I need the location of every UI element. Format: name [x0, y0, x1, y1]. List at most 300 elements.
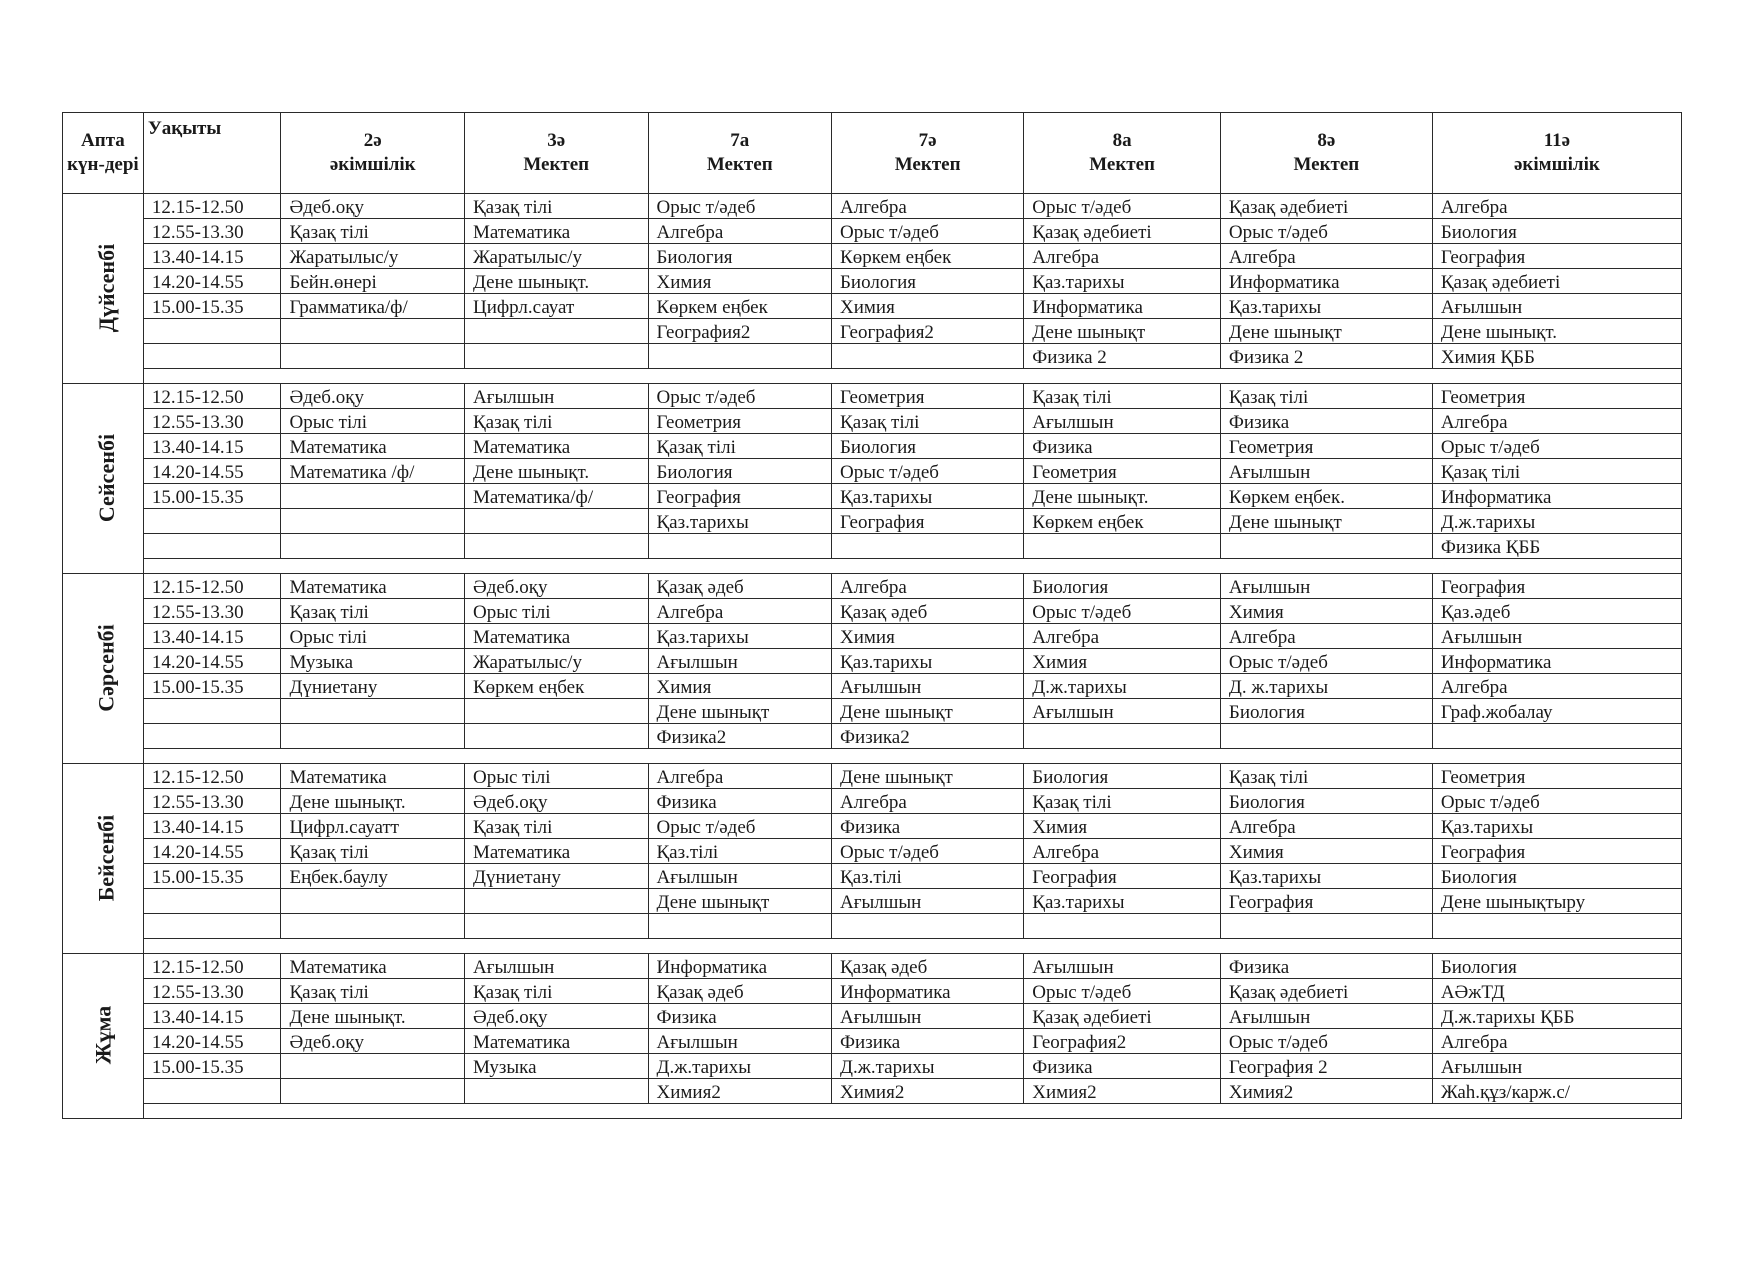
lesson-cell: [1220, 914, 1432, 939]
table-row: [63, 889, 1682, 914]
lesson-cell: Информатика: [1220, 269, 1432, 294]
lesson-cell: Орыс т/әдеб: [1024, 194, 1221, 219]
lesson-cell: [281, 889, 465, 914]
lesson-cell: Алгебра: [832, 789, 1024, 814]
separator-cell: [143, 749, 1681, 764]
lesson-cell: Қазақ тілі: [464, 409, 648, 434]
lesson-cell: [464, 534, 648, 559]
lesson-cell: [281, 724, 465, 749]
lesson-cell: Геометрия: [1220, 434, 1432, 459]
lesson-cell: Орыс тілі: [281, 624, 465, 649]
lesson-cell: Алгебра: [1220, 814, 1432, 839]
lesson-cell: Д.ж.тарихы: [1024, 674, 1221, 699]
lesson-cell: Геометрия: [1432, 384, 1681, 409]
lesson-cell: Дене шынықт: [832, 764, 1024, 789]
time-cell: 12.15-12.50: [143, 954, 281, 979]
table-row: [63, 344, 1682, 369]
lesson-cell: [1220, 724, 1432, 749]
lesson-cell: [464, 724, 648, 749]
lesson-cell: Информатика: [832, 979, 1024, 1004]
lesson-cell: Физика: [832, 1029, 1024, 1054]
lesson-cell: Қазақ тілі: [464, 979, 648, 1004]
table-row: [63, 269, 1682, 294]
lesson-cell: Орыс т/әдеб: [832, 459, 1024, 484]
lesson-cell: География2: [648, 319, 832, 344]
lesson-cell: [1220, 534, 1432, 559]
day-separator-row: [63, 369, 1682, 384]
lesson-cell: Биология: [648, 459, 832, 484]
separator-cell: [143, 939, 1681, 954]
time-cell: 12.55-13.30: [143, 979, 281, 1004]
lesson-cell: [1024, 534, 1221, 559]
lesson-cell: Биология: [1432, 954, 1681, 979]
lesson-cell: Қазақ тілі: [281, 979, 465, 1004]
class-header: 2ә әкімшілік: [281, 113, 465, 194]
day-label: Дүйсенбі: [94, 243, 120, 332]
lesson-cell: Химия: [832, 624, 1024, 649]
lesson-cell: Алгебра: [1024, 244, 1221, 269]
lesson-cell: [648, 344, 832, 369]
lesson-cell: Жаратылыс/у: [281, 244, 465, 269]
lesson-cell: Орыс т/әдеб: [1432, 789, 1681, 814]
lesson-cell: [1024, 914, 1221, 939]
lesson-cell: Ағылшын: [648, 649, 832, 674]
lesson-cell: Қаз.тарихы: [1220, 864, 1432, 889]
time-cell: [143, 319, 281, 344]
lesson-cell: Биология: [832, 434, 1024, 459]
lesson-cell: Физика: [832, 814, 1024, 839]
day-separator-row: [63, 939, 1682, 954]
table-row: [63, 954, 1682, 979]
lesson-cell: Орыс т/әдеб: [648, 814, 832, 839]
lesson-cell: [281, 699, 465, 724]
time-cell: [143, 509, 281, 534]
lesson-cell: Орыс т/әдеб: [832, 219, 1024, 244]
lesson-cell: Орыс т/әдеб: [1432, 434, 1681, 459]
table-row: [63, 839, 1682, 864]
day-label: Сәрсенбі: [93, 623, 119, 712]
time-cell: 13.40-14.15: [143, 244, 281, 269]
time-cell: 12.15-12.50: [143, 194, 281, 219]
lesson-cell: Д.ж.тарихы: [1432, 509, 1681, 534]
lesson-cell: Ағылшын: [832, 1004, 1024, 1029]
table-row: [63, 789, 1682, 814]
day-cell: [63, 194, 144, 384]
lesson-cell: Химия: [1024, 814, 1221, 839]
lesson-cell: Көркем еңбек: [1024, 509, 1221, 534]
lesson-cell: Орыс т/әдеб: [1220, 649, 1432, 674]
table-row: [63, 764, 1682, 789]
lesson-cell: [281, 534, 465, 559]
time-column-header: Уақыты: [143, 113, 281, 194]
lesson-cell: Химия: [832, 294, 1024, 319]
lesson-cell: Қазақ әдеб: [832, 599, 1024, 624]
table-header: [63, 113, 1682, 194]
day-cell: [63, 954, 144, 1119]
lesson-cell: Граф.жобалау: [1432, 699, 1681, 724]
lesson-cell: [281, 509, 465, 534]
lesson-cell: Математика: [464, 839, 648, 864]
class-header: 7а Мектеп: [648, 113, 832, 194]
table-row: [63, 1054, 1682, 1079]
table-row: [63, 484, 1682, 509]
lesson-cell: Әдеб.оқу: [281, 1029, 465, 1054]
lesson-cell: Әдеб.оқу: [464, 1004, 648, 1029]
lesson-cell: Ағылшын: [1024, 954, 1221, 979]
lesson-cell: Физика ҚББ: [1432, 534, 1681, 559]
lesson-cell: Физика: [1220, 954, 1432, 979]
lesson-cell: Жаратылыс/у: [464, 649, 648, 674]
table-row: [63, 674, 1682, 699]
lesson-cell: Алгебра: [1024, 624, 1221, 649]
lesson-cell: Қазақ тілі: [464, 814, 648, 839]
lesson-cell: Еңбек.баулу: [281, 864, 465, 889]
lesson-cell: Химия ҚББ: [1432, 344, 1681, 369]
lesson-cell: Дене шынықтыру: [1432, 889, 1681, 914]
lesson-cell: Физика: [1220, 409, 1432, 434]
time-cell: [143, 889, 281, 914]
lesson-cell: Алгебра: [832, 194, 1024, 219]
lesson-cell: Қаз.тілі: [648, 839, 832, 864]
table-row: [63, 219, 1682, 244]
lesson-cell: Дене шынықт.: [464, 459, 648, 484]
lesson-cell: Дүниетану: [281, 674, 465, 699]
lesson-cell: Қазақ тілі: [1024, 789, 1221, 814]
time-cell: [143, 724, 281, 749]
time-cell: 13.40-14.15: [143, 1004, 281, 1029]
lesson-cell: Математика: [281, 954, 465, 979]
lesson-cell: [464, 699, 648, 724]
lesson-cell: Қаз.тарихы: [648, 624, 832, 649]
table-row: [63, 724, 1682, 749]
table-row: [63, 194, 1682, 219]
lesson-cell: Қаз.тарихы: [1024, 889, 1221, 914]
lesson-cell: Орыс т/әдеб: [832, 839, 1024, 864]
lesson-cell: Геометрия: [1024, 459, 1221, 484]
lesson-cell: Жаратылыс/у: [464, 244, 648, 269]
table-row: [63, 599, 1682, 624]
separator-cell: [143, 1104, 1681, 1119]
lesson-cell: Дене шынықт.: [1432, 319, 1681, 344]
separator-cell: [143, 559, 1681, 574]
lesson-cell: Информатика: [648, 954, 832, 979]
lesson-cell: Химия2: [1220, 1079, 1432, 1104]
lesson-cell: Грамматика/ф/: [281, 294, 465, 319]
lesson-cell: Математика: [281, 764, 465, 789]
day-label: Сейсенбі: [94, 433, 120, 522]
lesson-cell: [1024, 724, 1221, 749]
lesson-cell: Ағылшын: [464, 384, 648, 409]
table-row: [63, 244, 1682, 269]
day-label: Бейсенбі: [93, 814, 119, 901]
lesson-cell: Биология: [1432, 864, 1681, 889]
lesson-cell: География 2: [1220, 1054, 1432, 1079]
time-cell: 15.00-15.35: [143, 864, 281, 889]
lesson-cell: Қазақ әдебиеті: [1432, 269, 1681, 294]
lesson-cell: Қазақ тілі: [1220, 384, 1432, 409]
lesson-cell: География: [1432, 574, 1681, 599]
table-row: [63, 649, 1682, 674]
lesson-cell: Қаз.тарихы: [648, 509, 832, 534]
lesson-cell: Физика 2: [1220, 344, 1432, 369]
time-cell: 13.40-14.15: [143, 624, 281, 649]
time-cell: [143, 914, 281, 939]
lesson-cell: [281, 914, 465, 939]
time-cell: 14.20-14.55: [143, 839, 281, 864]
day-separator-row: [63, 1104, 1682, 1119]
lesson-cell: [464, 1079, 648, 1104]
lesson-cell: Қаз.тарихы: [832, 649, 1024, 674]
lesson-cell: Химия: [648, 674, 832, 699]
lesson-cell: Дене шынықт.: [281, 789, 465, 814]
lesson-cell: Қазақ әдебиеті: [1220, 979, 1432, 1004]
time-cell: 13.40-14.15: [143, 434, 281, 459]
lesson-cell: География: [648, 484, 832, 509]
lesson-cell: Информатика: [1432, 484, 1681, 509]
lesson-cell: Алгебра: [832, 574, 1024, 599]
lesson-cell: Алгебра: [1220, 244, 1432, 269]
lesson-cell: Қазақ әдебиеті: [1220, 194, 1432, 219]
lesson-cell: Қазақ тілі: [1432, 459, 1681, 484]
lesson-cell: География: [1432, 244, 1681, 269]
lesson-cell: Д.ж.тарихы: [832, 1054, 1024, 1079]
lesson-cell: Ағылшын: [1220, 459, 1432, 484]
lesson-cell: Алгебра: [648, 219, 832, 244]
lesson-cell: Биология: [1220, 699, 1432, 724]
lesson-cell: Көркем еңбек.: [1220, 484, 1432, 509]
table-row: [63, 319, 1682, 344]
lesson-cell: Алгебра: [1432, 674, 1681, 699]
table-body: [63, 194, 1682, 1119]
lesson-cell: Қаз.тарихы: [1220, 294, 1432, 319]
lesson-cell: Цифрл.сауат: [464, 294, 648, 319]
lesson-cell: Биология: [832, 269, 1024, 294]
lesson-cell: Математика /ф/: [281, 459, 465, 484]
lesson-cell: Қазақ әдеб: [648, 979, 832, 1004]
separator-cell: [143, 369, 1681, 384]
lesson-cell: Әдеб.оқу: [281, 384, 465, 409]
class-header: 11ә әкімшілік: [1432, 113, 1681, 194]
lesson-cell: Алгебра: [1432, 1029, 1681, 1054]
lesson-cell: Ағылшын: [1220, 1004, 1432, 1029]
lesson-cell: Ағылшын: [648, 864, 832, 889]
day-cell: [63, 574, 144, 764]
lesson-cell: Математика: [464, 1029, 648, 1054]
time-cell: 12.15-12.50: [143, 384, 281, 409]
table-row: [63, 814, 1682, 839]
lesson-cell: Бейн.өнері: [281, 269, 465, 294]
lesson-cell: Қаз.тарихы: [1432, 814, 1681, 839]
lesson-cell: Ағылшын: [1432, 624, 1681, 649]
lesson-cell: Әдеб.оқу: [464, 574, 648, 599]
lesson-cell: Орыс т/әдеб: [648, 194, 832, 219]
lesson-cell: Математика: [464, 219, 648, 244]
lesson-cell: [464, 889, 648, 914]
lesson-cell: Физика: [648, 1004, 832, 1029]
lesson-cell: Алгебра: [1220, 624, 1432, 649]
lesson-cell: [464, 344, 648, 369]
time-cell: 12.55-13.30: [143, 599, 281, 624]
day-separator-row: [63, 559, 1682, 574]
lesson-cell: Д.ж.тарихы ҚББ: [1432, 1004, 1681, 1029]
lesson-cell: Дене шынықт.: [464, 269, 648, 294]
lesson-cell: Геометрия: [832, 384, 1024, 409]
lesson-cell: Алгебра: [648, 764, 832, 789]
lesson-cell: География: [1024, 864, 1221, 889]
lesson-cell: Қазақ әдеб: [832, 954, 1024, 979]
lesson-cell: Математика: [464, 434, 648, 459]
lesson-cell: Қаз.тарихы: [832, 484, 1024, 509]
lesson-cell: Химия: [1220, 839, 1432, 864]
lesson-cell: Қаз.әдеб: [1432, 599, 1681, 624]
lesson-cell: География: [1432, 839, 1681, 864]
class-header: 7ә Мектеп: [832, 113, 1024, 194]
class-header: 3ә Мектеп: [464, 113, 648, 194]
lesson-cell: Дене шынықт: [648, 699, 832, 724]
lesson-cell: [464, 914, 648, 939]
lesson-cell: Цифрл.сауатт: [281, 814, 465, 839]
table-row: [63, 509, 1682, 534]
lesson-cell: География: [1220, 889, 1432, 914]
table-row: [63, 1004, 1682, 1029]
table-row: [63, 914, 1682, 939]
time-cell: 15.00-15.35: [143, 294, 281, 319]
lesson-cell: Ағылшын: [648, 1029, 832, 1054]
lesson-cell: География2: [1024, 1029, 1221, 1054]
day-column-header: Апта күн-дері: [63, 113, 144, 194]
lesson-cell: Ағылшын: [464, 954, 648, 979]
table-row: [63, 434, 1682, 459]
table-row: [63, 459, 1682, 484]
lesson-cell: Математика: [281, 434, 465, 459]
lesson-cell: Дене шынықт: [1220, 319, 1432, 344]
table-row: [63, 624, 1682, 649]
lesson-cell: Алгебра: [1024, 839, 1221, 864]
class-header: 8ә Мектеп: [1220, 113, 1432, 194]
lesson-cell: Орыс т/әдеб: [1220, 219, 1432, 244]
lesson-cell: Музыка: [281, 649, 465, 674]
table-row: [63, 979, 1682, 1004]
lesson-cell: Қазақ тілі: [648, 434, 832, 459]
lesson-cell: Биология: [1432, 219, 1681, 244]
table-row: [63, 384, 1682, 409]
lesson-cell: [832, 914, 1024, 939]
lesson-cell: Химия: [1024, 649, 1221, 674]
lesson-cell: Алгебра: [1432, 409, 1681, 434]
lesson-cell: Дене шынықт.: [281, 1004, 465, 1029]
lesson-cell: АӘжТД: [1432, 979, 1681, 1004]
time-cell: [143, 344, 281, 369]
lesson-cell: Информатика: [1432, 649, 1681, 674]
lesson-cell: [281, 1079, 465, 1104]
time-cell: 15.00-15.35: [143, 674, 281, 699]
lesson-cell: Физика2: [648, 724, 832, 749]
lesson-cell: [832, 344, 1024, 369]
lesson-cell: Алгебра: [1432, 194, 1681, 219]
day-separator-row: [63, 749, 1682, 764]
table-row: [63, 294, 1682, 319]
lesson-cell: [1432, 914, 1681, 939]
lesson-cell: Информатика: [1024, 294, 1221, 319]
lesson-cell: Биология: [1024, 764, 1221, 789]
lesson-cell: Физика: [1024, 1054, 1221, 1079]
lesson-cell: Химия2: [832, 1079, 1024, 1104]
lesson-cell: Д.ж.тарихы: [648, 1054, 832, 1079]
lesson-cell: Дене шынықт: [648, 889, 832, 914]
lesson-cell: [464, 509, 648, 534]
lesson-cell: Химия: [1220, 599, 1432, 624]
lesson-cell: Физика2: [832, 724, 1024, 749]
lesson-cell: Қазақ тілі: [281, 599, 465, 624]
lesson-cell: Физика: [648, 789, 832, 814]
lesson-cell: География2: [832, 319, 1024, 344]
time-cell: 15.00-15.35: [143, 484, 281, 509]
time-cell: 12.55-13.30: [143, 409, 281, 434]
lesson-cell: Көркем еңбек: [832, 244, 1024, 269]
lesson-cell: Орыс тілі: [281, 409, 465, 434]
lesson-cell: Қазақ тілі: [1024, 384, 1221, 409]
time-cell: 14.20-14.55: [143, 269, 281, 294]
lesson-cell: Физика: [1024, 434, 1221, 459]
lesson-cell: Дене шынықт.: [1024, 484, 1221, 509]
time-cell: 15.00-15.35: [143, 1054, 281, 1079]
lesson-cell: Қазақ әдебиеті: [1024, 1004, 1221, 1029]
lesson-cell: Ағылшын: [1024, 409, 1221, 434]
lesson-cell: [648, 534, 832, 559]
time-cell: 14.20-14.55: [143, 649, 281, 674]
time-cell: 12.15-12.50: [143, 574, 281, 599]
lesson-cell: Алгебра: [648, 599, 832, 624]
lesson-cell: Д. ж.тарихы: [1220, 674, 1432, 699]
lesson-cell: Биология: [648, 244, 832, 269]
table-row: [63, 409, 1682, 434]
lesson-cell: Орыс т/әдеб: [1024, 599, 1221, 624]
time-cell: 13.40-14.15: [143, 814, 281, 839]
lesson-cell: Дүниетану: [464, 864, 648, 889]
lesson-cell: Биология: [1024, 574, 1221, 599]
lesson-cell: Әдеб.оқу: [281, 194, 465, 219]
lesson-cell: Химия: [648, 269, 832, 294]
lesson-cell: Ағылшын: [832, 674, 1024, 699]
lesson-cell: Дене шынықт: [832, 699, 1024, 724]
lesson-cell: [281, 319, 465, 344]
lesson-cell: Геометрия: [1432, 764, 1681, 789]
class-header: 8а Мектеп: [1024, 113, 1221, 194]
lesson-cell: Көркем еңбек: [648, 294, 832, 319]
lesson-cell: [832, 534, 1024, 559]
lesson-cell: Музыка: [464, 1054, 648, 1079]
lesson-cell: Ағылшын: [832, 889, 1024, 914]
lesson-cell: Химия2: [648, 1079, 832, 1104]
lesson-cell: Қазақ әдеб: [648, 574, 832, 599]
lesson-cell: [281, 1054, 465, 1079]
lesson-cell: Дене шынықт: [1220, 509, 1432, 534]
lesson-cell: Қазақ тілі: [1220, 764, 1432, 789]
lesson-cell: Жаһ.құз/карж.с/: [1432, 1079, 1681, 1104]
lesson-cell: Ағылшын: [1432, 1054, 1681, 1079]
lesson-cell: Математика/ф/: [464, 484, 648, 509]
time-cell: 12.55-13.30: [143, 219, 281, 244]
lesson-cell: Ағылшын: [1024, 699, 1221, 724]
lesson-cell: Математика: [464, 624, 648, 649]
lesson-cell: Орыс т/әдеб: [1024, 979, 1221, 1004]
lesson-cell: Қазақ тілі: [464, 194, 648, 219]
time-cell: 12.55-13.30: [143, 789, 281, 814]
table-row: [63, 574, 1682, 599]
table-row: [63, 534, 1682, 559]
lesson-cell: Ағылшын: [1220, 574, 1432, 599]
time-cell: 14.20-14.55: [143, 1029, 281, 1054]
